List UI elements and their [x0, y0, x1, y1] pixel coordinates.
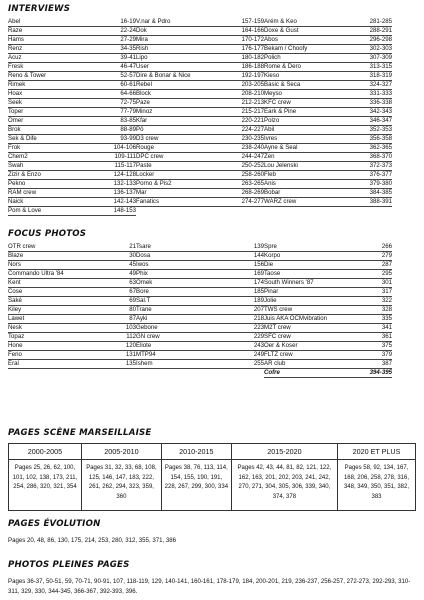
entry-pages: 379 [381, 350, 392, 358]
entry-pages: 72-75 [120, 98, 136, 106]
entry-pages: 230-235 [241, 134, 264, 142]
entry-name: Phix [136, 269, 148, 277]
interviews-column [136, 18, 264, 216]
entry-name: Jolie [264, 296, 277, 304]
entry-pages: 34-35 [120, 44, 136, 52]
entry-name: Basic & Seca [264, 80, 301, 88]
entry-pages: 279 [381, 251, 392, 259]
entry-name: Saké [8, 296, 22, 304]
period-header: 2015-2020 [231, 444, 337, 460]
entry-name: Polich [264, 53, 281, 61]
entry-name: TWS crew [264, 305, 293, 313]
entry-pages: 52-57 [120, 71, 136, 79]
period-pages: Pages 25, 26, 62, 100, 101, 102, 138, 173, 211, 254, 286, 320, 321, 354 [9, 460, 82, 511]
entry-name: Lawet [8, 314, 25, 322]
entry-name: Kfar [136, 116, 148, 124]
index-entry [264, 369, 392, 378]
entry-pages: 203-205 [241, 80, 264, 88]
entry-name: Rebel [136, 80, 152, 88]
entry-pages: 274-277 [241, 197, 264, 205]
entry-pages: 379-380 [369, 179, 392, 187]
entry-pages: 288-291 [369, 26, 392, 34]
entry-name: Ivres [264, 134, 278, 142]
entry-pages: 148-153 [113, 206, 136, 214]
entry-name: GN crew [136, 332, 160, 340]
entry-pages: 376-377 [369, 170, 392, 178]
entry-name: Zen [264, 152, 275, 160]
entry-name: SFC crew [264, 332, 291, 340]
entry-name: Lipo [136, 53, 148, 61]
entry-pages: 307-309 [369, 53, 392, 61]
entry-pages: 22-24 [120, 26, 136, 34]
entry-name: Topaz [8, 332, 25, 340]
entry-name: Rouge [136, 143, 154, 151]
entry-pages: 174 [253, 278, 264, 286]
entry-pages: 296-298 [369, 35, 392, 43]
entry-name: Brok [8, 125, 21, 133]
entry-name: Meyso [264, 89, 282, 97]
entry-pages: 80 [129, 305, 136, 313]
entry-name: Fresk [8, 62, 24, 70]
period-header: 2005-2010 [81, 444, 161, 460]
entry-pages: 388-391 [369, 197, 392, 205]
entry-name: Nesk [8, 323, 22, 331]
entry-pages: 156 [253, 260, 264, 268]
entry-pages: 238-240 [241, 143, 264, 151]
entry-name: Doxe & Gust [264, 26, 299, 34]
entry-pages: 212-213 [241, 98, 264, 106]
entry-pages: 93-99 [120, 134, 136, 142]
entry-pages: 263-265 [241, 179, 264, 187]
entry-name: Bore [136, 287, 149, 295]
entry-pages: 135 [125, 359, 136, 367]
entry-pages: 335 [381, 314, 392, 322]
entry-name: Sek & Dife [8, 134, 37, 142]
entry-name: Abel [8, 17, 21, 25]
interviews-title: INTERVIEWS [8, 4, 71, 14]
entry-name: Oer & Koser [264, 341, 298, 349]
entry-pages: 131 [125, 350, 136, 358]
evolution-pages: Pages 20, 48, 86, 130, 175, 214, 253, 280, 312, 355, 371, 386 [8, 537, 177, 544]
entry-name: Kent [8, 278, 21, 286]
entry-pages: 30 [129, 251, 136, 259]
entry-name: Anis [264, 179, 276, 187]
interviews-column [8, 18, 136, 216]
entry-pages: 109-111 [114, 152, 136, 160]
entry-pages: 331-333 [369, 89, 392, 97]
entry-pages: 207 [253, 305, 264, 313]
entry-name: Commando Ultra '84 [8, 269, 64, 277]
entry-name: Hoax [8, 89, 23, 97]
entry-name: Ayki [136, 314, 148, 322]
entry-name: Paste [136, 161, 152, 169]
entry-pages: 384-385 [369, 188, 392, 196]
entry-pages: 328 [381, 305, 392, 313]
entry-name: Block [136, 89, 151, 97]
entry-name: Swah [8, 161, 24, 169]
entry-pages: 87 [129, 314, 136, 322]
period-pages: Pages 42, 43, 44, 81, 82, 121, 122, 162, 163, 201, 202, 203, 241, 242, 270, 271, 304, 305, 306, 339, 340, 374, 378 [231, 460, 337, 511]
entry-name: OTR crew [8, 242, 36, 250]
entry-name: Iwos [136, 260, 149, 268]
entry-name: Chem2 [8, 152, 28, 160]
entry-name: Dosa [136, 251, 151, 259]
entry-name: Pö [136, 125, 144, 133]
entry-pages: 301 [381, 278, 392, 286]
entry-name: MTP94 [136, 350, 156, 358]
entry-pages: 170-172 [241, 35, 264, 43]
period-header: 2000-2005 [9, 444, 82, 460]
entry-pages: 180-182 [241, 53, 264, 61]
entry-pages: 258-260 [241, 170, 264, 178]
entry-pages: 229 [253, 332, 264, 340]
entry-pages: 115-117 [114, 161, 136, 169]
entry-pages: 142-143 [113, 197, 136, 205]
entry-pages: 39-41 [120, 53, 136, 61]
entry-name: Sal.T [136, 296, 151, 304]
entry-name: Fanatics [136, 197, 160, 205]
entry-name: Korpo [264, 251, 281, 259]
entry-pages: 139 [253, 242, 264, 250]
entry-name: Pekno [8, 179, 26, 187]
focus-photos-column [264, 243, 392, 378]
entry-pages: 120 [125, 341, 136, 349]
entry-pages: 362-365 [369, 143, 392, 151]
interviews-column [264, 18, 392, 216]
entry-name: Cose [8, 287, 23, 295]
evolution-section [8, 519, 176, 546]
entry-pages: 318-319 [369, 71, 392, 79]
entry-pages: 249 [253, 350, 264, 358]
entry-pages: 63 [129, 278, 136, 286]
index-entry [8, 360, 136, 369]
entry-pages: 157-159 [241, 17, 264, 25]
full-page-photos-section [8, 560, 416, 596]
entry-name: Toper [8, 107, 24, 115]
entry-name: Polzo [264, 116, 280, 124]
entry-name: Arém & Keo [264, 17, 297, 25]
entry-name: Kieso [264, 71, 280, 79]
entry-pages: 144 [253, 251, 264, 259]
index-entry [8, 207, 136, 216]
entry-pages: 215-217 [241, 107, 264, 115]
entry-name: Rish [136, 44, 149, 52]
entry-pages: 224-227 [241, 125, 264, 133]
entry-name: Nors [8, 260, 21, 268]
entry-pages: 356-358 [369, 134, 392, 142]
entry-name: Rome & Dero [264, 62, 301, 70]
entry-name: Zizir & Enzo [8, 170, 41, 178]
entry-pages: 244-247 [241, 152, 264, 160]
entry-pages: 266 [381, 242, 392, 250]
entry-name: Mar [136, 188, 147, 196]
interviews-columns [8, 18, 392, 216]
entry-pages: 208-210 [241, 89, 264, 97]
entry-name: Hams [8, 35, 24, 43]
focus-photos-column [136, 243, 264, 378]
entry-name: Minoz [136, 107, 153, 115]
entry-name: Abil [264, 125, 275, 133]
entry-name: V.nar & Pdro [136, 17, 171, 25]
entry-name: Eliote [136, 341, 152, 349]
index-entry [264, 198, 392, 207]
entry-pages: 136-137 [113, 188, 136, 196]
entry-pages: 375 [381, 341, 392, 349]
entry-pages: 169 [253, 269, 264, 277]
entry-name: D3 crew [136, 134, 159, 142]
focus-photos-title: FOCUS PHOTOS [8, 229, 87, 239]
entry-pages: 372-373 [369, 161, 392, 169]
full-page-photos-title: PHOTOS PLEINES PAGES [8, 560, 130, 570]
entry-pages: 295 [381, 269, 392, 277]
entry-name: Abos [264, 35, 278, 43]
entry-pages: 361 [381, 332, 392, 340]
entry-pages: 387 [381, 359, 392, 367]
entry-name: Taose [264, 269, 281, 277]
entry-pages: 64-66 [120, 89, 136, 97]
entry-pages: 336-338 [369, 98, 392, 106]
entry-name: Reno & Tower [8, 71, 47, 79]
entry-pages: 186-188 [241, 62, 264, 70]
entry-name: Fleb [264, 170, 276, 178]
entry-name: WARZ crew [264, 197, 297, 205]
focus-photos-column [8, 243, 136, 378]
entry-pages: 250-252 [241, 161, 264, 169]
entry-name: Renz [8, 44, 23, 52]
entry-name: Eark & Pine [264, 107, 297, 115]
entry-name: Dok [136, 26, 147, 34]
entry-pages: 342-343 [369, 107, 392, 115]
entry-name: Rimek [8, 80, 26, 88]
entry-pages: 341 [381, 323, 392, 331]
entry-pages: 352-353 [369, 125, 392, 133]
entry-pages: 77-79 [120, 107, 136, 115]
entry-name: Bekam / Choofy [264, 44, 308, 52]
entry-name: Gebone [136, 323, 158, 331]
entry-name: Omer [8, 116, 24, 124]
entry-pages: 112 [126, 332, 136, 340]
entry-name: Trane [136, 305, 152, 313]
entry-name: Ayne & Seal [264, 143, 298, 151]
entry-name: Bobar [264, 188, 281, 196]
entry-name: KFC crew [264, 98, 291, 106]
entry-name: Mira [136, 35, 148, 43]
interviews-section [8, 4, 392, 216]
entry-pages: 124-128 [113, 170, 136, 178]
scene-marseillaise-table [8, 443, 416, 511]
entry-name: Feno [8, 350, 22, 358]
entry-pages: 176-177 [241, 44, 264, 52]
entry-name: Ishem [136, 359, 153, 367]
focus-photos-columns [8, 243, 392, 378]
entry-pages: 268-269 [241, 188, 264, 196]
entry-name: DPC crew [136, 152, 164, 160]
entry-name: Pinar [264, 287, 279, 295]
entry-pages: 88-89 [120, 125, 136, 133]
entry-name: Seek [8, 98, 22, 106]
entry-name: Blaze [8, 251, 24, 259]
entry-name: User [136, 62, 149, 70]
entry-name: Spre [264, 242, 277, 250]
entry-name: Acuz [8, 53, 22, 61]
entry-pages: 243 [253, 341, 264, 349]
entry-pages: 189 [253, 296, 264, 304]
entry-name: FLTZ crew [264, 350, 293, 358]
entry-pages: 346-347 [369, 116, 392, 124]
entry-name: Paze [136, 98, 150, 106]
entry-pages: 45 [129, 260, 136, 268]
entry-name: Lou Jelenski [264, 161, 298, 169]
entry-pages: 132-133 [113, 179, 136, 187]
entry-pages: 27-29 [120, 35, 136, 43]
entry-name: Kiley [8, 305, 22, 313]
period-pages: Pages 31, 32, 33, 68, 108, 125, 146, 147, 183, 222, 261, 262, 294, 323, 359, 360 [81, 460, 161, 511]
entry-pages: 164-166 [241, 26, 264, 34]
entry-pages: 103 [125, 323, 136, 331]
entry-name: Naick [8, 197, 24, 205]
period-header: 2010-2015 [161, 444, 231, 460]
entry-pages: 69 [129, 296, 136, 304]
entry-pages: 255 [253, 359, 264, 367]
period-pages: Pages 58, 92, 134, 167, 168, 206, 258, 278, 316, 348, 349, 350, 351, 382, 383 [337, 460, 415, 511]
entry-name: Cofre [264, 368, 280, 376]
entry-pages: 192-197 [241, 71, 264, 79]
entry-name: Porno & Pis2 [136, 179, 172, 187]
entry-name: Locker [136, 170, 155, 178]
entry-name: M2T crew [264, 323, 291, 331]
entry-pages: 368-370 [369, 152, 392, 160]
entry-pages: 223 [253, 323, 264, 331]
entry-pages: 324-327 [369, 80, 392, 88]
entry-name: AR club [264, 359, 286, 367]
entry-name: Raze [8, 26, 23, 34]
index-entry [136, 198, 264, 207]
entry-pages: 67 [129, 287, 136, 295]
scene-marseillaise-section [8, 428, 416, 511]
entry-pages: 16-19 [120, 17, 136, 25]
entry-pages: 394-395 [369, 368, 392, 376]
entry-name: South Winners '87 [264, 278, 314, 286]
entry-pages: 287 [381, 260, 392, 268]
entry-pages: 218 [253, 314, 264, 322]
entry-pages: 49 [129, 269, 136, 277]
entry-pages: 185 [253, 287, 264, 295]
entry-pages: 60-61 [120, 80, 136, 88]
entry-name: Frok [8, 143, 21, 151]
evolution-title: PAGES ÉVOLUTION [8, 519, 101, 529]
entry-name: Die [264, 260, 274, 268]
period-pages: Pages 38, 76, 113, 114, 154, 155, 190, 191, 228, 267, 299, 300, 334 [161, 460, 231, 511]
focus-photos-section [8, 229, 392, 378]
entry-pages: 46-47 [120, 62, 136, 70]
index-entry [136, 360, 264, 369]
entry-pages: 281-285 [369, 17, 392, 25]
entry-name: Juis AKA OCMvibration [264, 314, 327, 322]
entry-name: RAM crew [8, 188, 37, 196]
entry-name: Pom & Love [8, 206, 42, 214]
full-page-photos-pages: Pages 36-37, 50-51, 59, 70-71, 90-91, 107, 118-119, 129, 140-141, 160-161, 178-179, 184, 200-201, 219, 236-237, 256-257, 272-273, 292-293, 310-311, 329, 330, 344-345, 366-367, 392-393, 396. [8, 578, 411, 595]
entry-pages: 302-303 [369, 44, 392, 52]
entry-pages: 104-106 [113, 143, 136, 151]
entry-pages: 21 [129, 242, 136, 250]
entry-pages: 313-315 [369, 62, 392, 70]
entry-pages: 317 [381, 287, 392, 295]
entry-name: Dire & Bonar & Nice [136, 71, 191, 79]
entry-pages: 220-221 [241, 116, 264, 124]
entry-name: Eral [8, 359, 19, 367]
entry-name: Hone [8, 341, 23, 349]
scene-marseillaise-title: PAGES SCÈNE MARSEILLAISE [8, 428, 152, 438]
period-header: 2020 ET PLUS [337, 444, 415, 460]
scene-pages-row [9, 460, 416, 511]
entry-pages: 322 [381, 296, 392, 304]
scene-header-row [9, 444, 416, 460]
entry-name: Omek [136, 278, 153, 286]
entry-name: Tsare [136, 242, 151, 250]
entry-pages: 83-85 [120, 116, 136, 124]
